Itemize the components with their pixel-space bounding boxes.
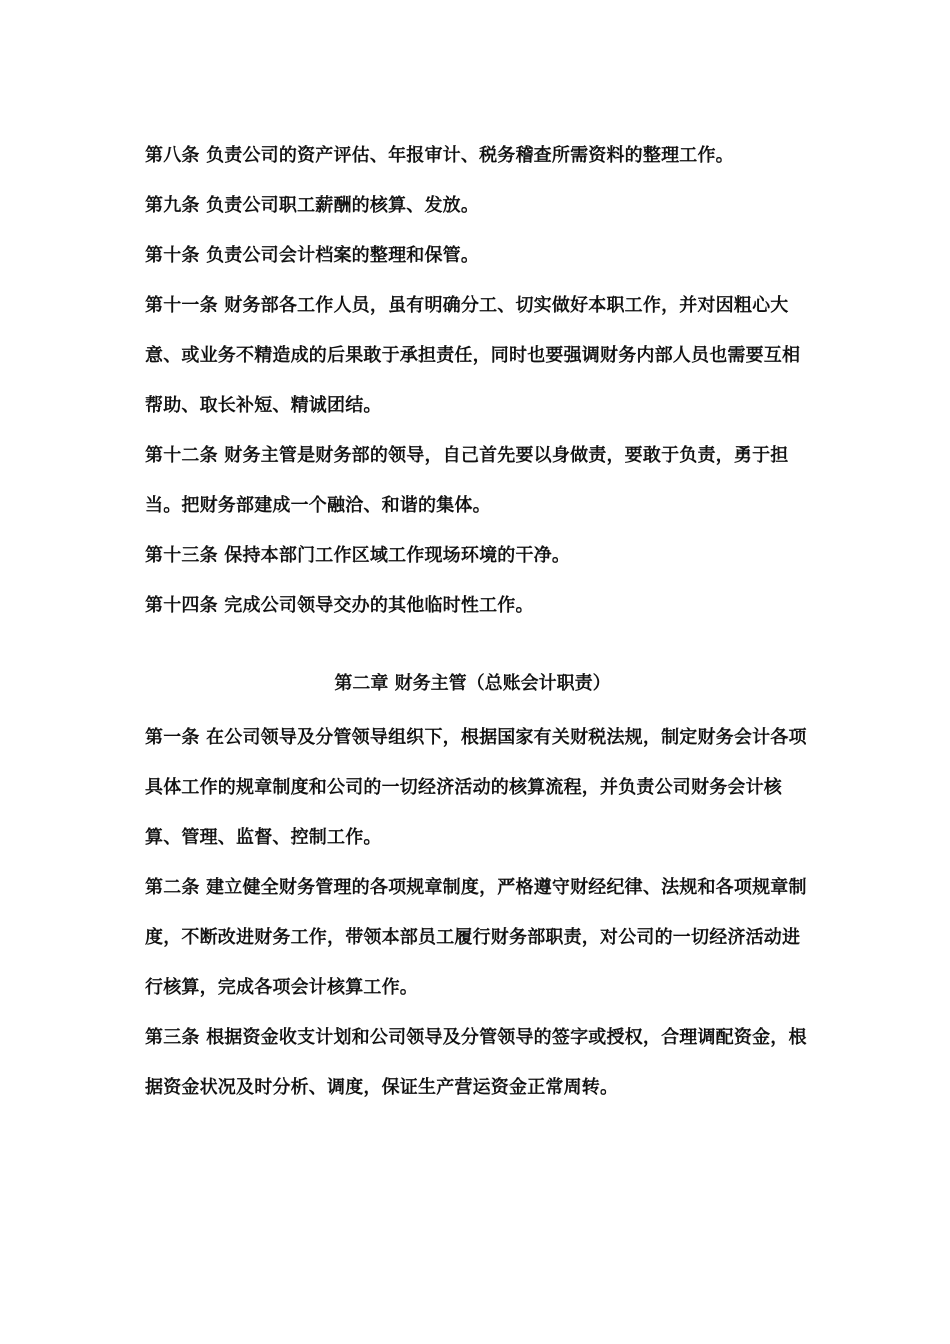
section-spacer xyxy=(145,631,810,659)
chapter2-article-1: 第一条 在公司领导及分管领导组织下，根据国家有关财税法规，制定财务会计各项具体工作的规章制度和公司的一切经济活动的核算流程，并负责公司财务会计核算、管理、监督、控制工作。 xyxy=(145,727,807,848)
chapter2-article-2: 第二条 建立健全财务管理的各项规章制度，严格遵守财经纪律、法规和各项规章制度，不断改进财务工作，带领本部员工履行财务部职责，对公司的一切经济活动进行核算，完成各项会计核算工作。 xyxy=(145,877,807,998)
article-8: 第八条 负责公司的资产评估、年报审计、税务稽查所需资料的整理工作。 xyxy=(145,145,734,166)
article-9: 第九条 负责公司职工薪酬的核算、发放。 xyxy=(145,195,480,216)
article-10: 第十条 负责公司会计档案的整理和保管。 xyxy=(145,245,480,266)
article-11: 第十一条 财务部各工作人员，虽有明确分工、切实做好本职工作，并对因粗心大意、或业务不精造成的后果敢于承担责任，同时也要强调财务内部人员也需要互相帮助、取长补短、精诚团结。 xyxy=(145,295,801,416)
document-body xyxy=(145,131,810,1113)
chapter-heading: 第二章 财务主管（总账会计职责） xyxy=(334,673,611,694)
article-12: 第十二条 财务主管是财务部的领导，自己首先要以身做责，要敢于负责，勇于担当。把财务部建成一个融洽、和谐的集体。 xyxy=(145,445,789,516)
chapter2-article-3: 第三条 根据资金收支计划和公司领导及分管领导的签字或授权，合理调配资金，根据资金状况及时分析、调度，保证生产营运资金正常周转。 xyxy=(145,1027,807,1098)
article-14: 第十四条 完成公司领导交办的其他临时性工作。 xyxy=(145,595,534,616)
article-13: 第十三条 保持本部门工作区域工作现场环境的干净。 xyxy=(145,545,571,566)
